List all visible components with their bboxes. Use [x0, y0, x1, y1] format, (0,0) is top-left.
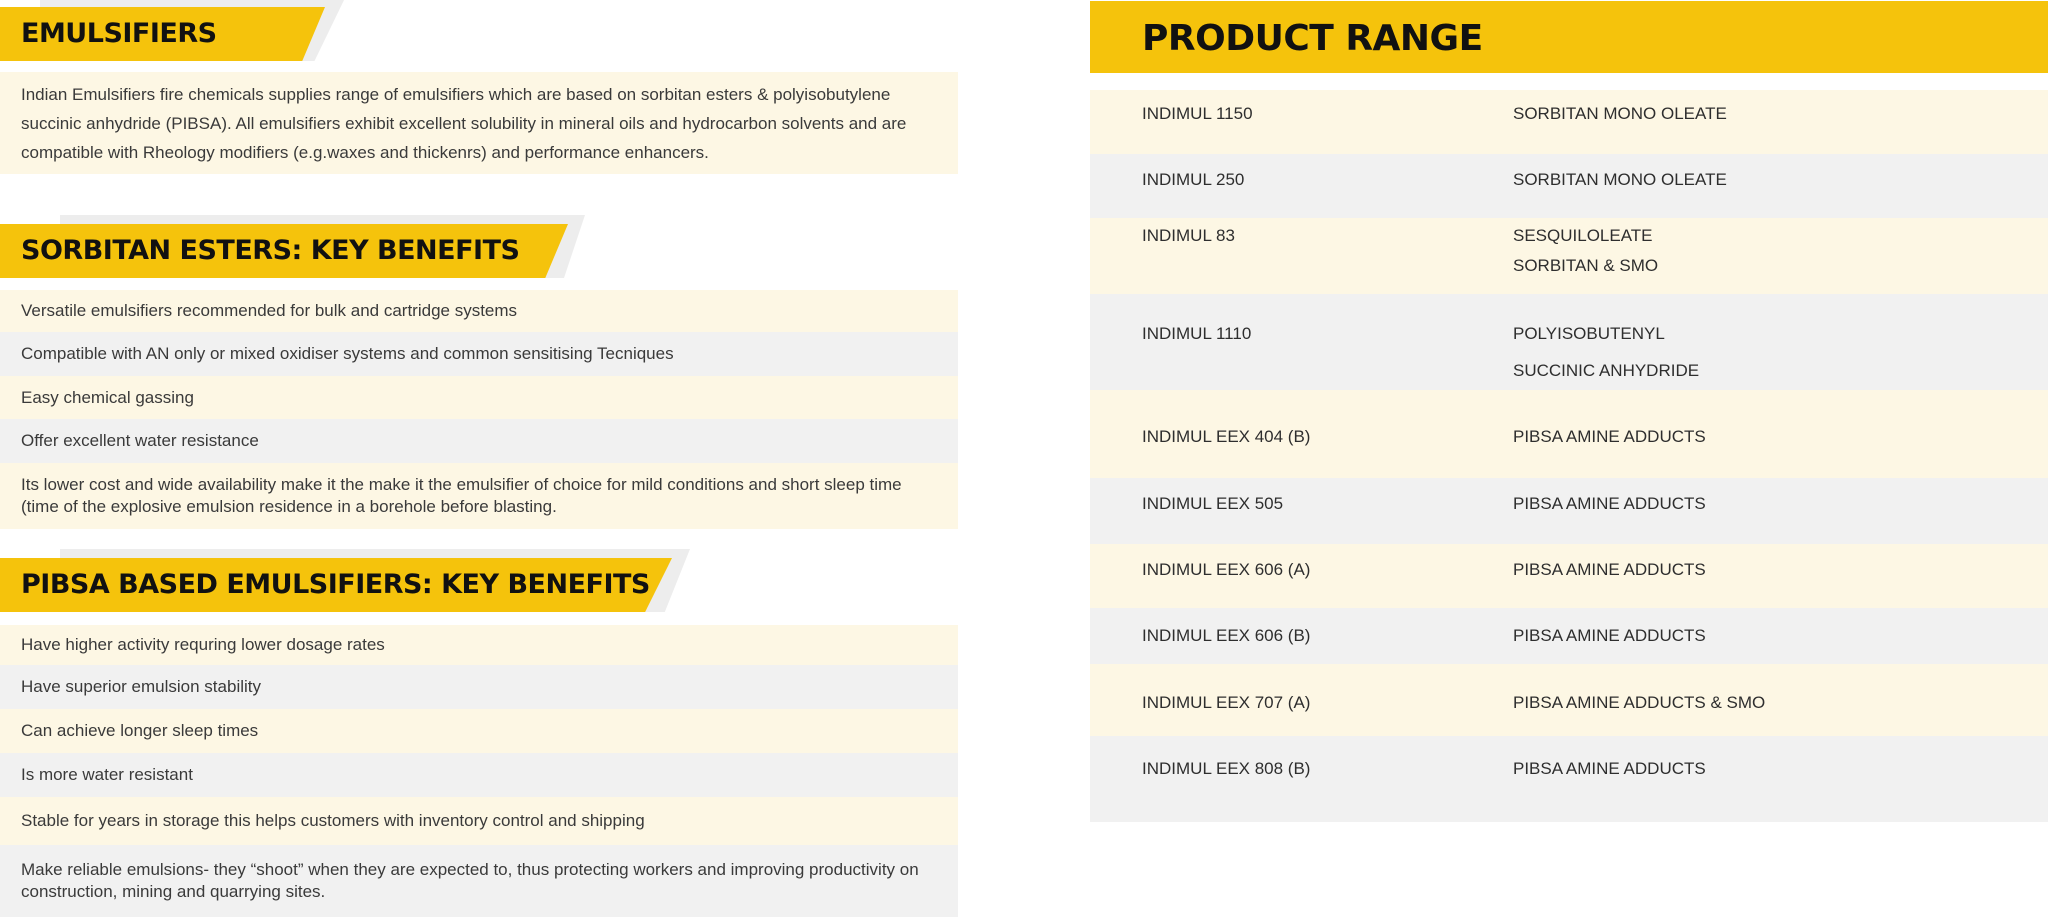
product-description: SORBITAN & SMO: [1513, 256, 1659, 275]
table-row: [1090, 544, 2048, 608]
product-description: SESQUILOLEATE: [1513, 226, 1653, 245]
product-description: SORBITAN MONO OLEATE: [1513, 104, 1727, 123]
product-code: INDIMUL 83: [1142, 226, 1235, 245]
list-item: Its lower cost and wide availability make it the make it the emulsifier of choice for mild conditions and short sleep time (time of the explosive emulsion residence in a borehole before blasting.: [0, 463, 958, 529]
product-description: SUCCINIC ANHYDRIDE: [1513, 361, 1700, 380]
product-code: INDIMUL EEX 707 (A): [1142, 693, 1311, 712]
product-code: INDIMUL 1110: [1142, 324, 1252, 343]
product-code: INDIMUL EEX 606 (B): [1142, 626, 1311, 645]
product-code: INDIMUL 250: [1142, 170, 1245, 189]
product-code: INDIMUL EEX 404 (B): [1142, 427, 1311, 446]
table-row: [1090, 390, 2048, 478]
table-row: [1090, 90, 2048, 154]
list-item: Make reliable emulsions- they “shoot” when they are expected to, thus protecting workers and improving productivity on construction, mining and quarrying sites.: [0, 845, 958, 917]
table-row: [1090, 218, 2048, 294]
product-range-heading: PRODUCT RANGE: [1142, 18, 1483, 59]
table-row: [1090, 608, 2048, 664]
product-range-header: [1090, 1, 2048, 73]
list-item: Can achieve longer sleep times: [0, 709, 958, 753]
product-description: SORBITAN MONO OLEATE: [1513, 170, 1727, 189]
product-description: PIBSA AMINE ADDUCTS: [1513, 494, 1706, 513]
emulsifiers-banner: [0, 7, 345, 61]
list-item: Is more water resistant: [0, 753, 958, 797]
product-description: PIBSA AMINE ADDUCTS: [1513, 759, 1706, 778]
table-row: [1090, 736, 2048, 822]
table-row: [1090, 154, 2048, 218]
product-code: INDIMUL 1150: [1142, 104, 1253, 123]
product-description: PIBSA AMINE ADDUCTS: [1513, 427, 1706, 446]
pibsa-benefits-list: [0, 625, 958, 917]
sorbitan-benefits-list: [0, 290, 958, 529]
product-code: INDIMUL EEX 606 (A): [1142, 560, 1311, 579]
product-description: PIBSA AMINE ADDUCTS & SMO: [1513, 693, 1766, 712]
emulsifiers-intro: Indian Emulsifiers fire chemicals supplies range of emulsifiers which are based on sorbitan esters & polyisobutylene succinic anhydride (PIBSA). All emulsifiers exhibit excellent solubility in mineral oils and hydrocarbon solvents and are compatible with Rheology modifiers (e.g.waxes and thickenrs) and performance enhancers.: [0, 72, 958, 174]
table-row: [1090, 294, 2048, 390]
sorbitan-heading: SORBITAN ESTERS: KEY BENEFITS: [21, 235, 520, 266]
sorbitan-banner: [0, 224, 585, 278]
list-item: Versatile emulsifiers recommended for bulk and cartridge systems: [0, 290, 958, 332]
product-code: INDIMUL EEX 808 (B): [1142, 759, 1311, 778]
list-item: Stable for years in storage this helps customers with inventory control and shipping: [0, 797, 958, 845]
product-code: INDIMUL EEX 505: [1142, 494, 1284, 513]
list-item: Have higher activity requring lower dosage rates: [0, 625, 958, 665]
pibsa-heading: PIBSA BASED EMULSIFIERS: KEY BENEFITS: [21, 569, 650, 600]
product-description: PIBSA AMINE ADDUCTS: [1513, 560, 1706, 579]
table-row: [1090, 664, 2048, 736]
list-item: Compatible with AN only or mixed oxidiser systems and common sensitising Tecniques: [0, 332, 958, 376]
product-description: PIBSA AMINE ADDUCTS: [1513, 626, 1706, 645]
list-item: Have superior emulsion stability: [0, 665, 958, 709]
table-row: [1090, 478, 2048, 544]
emulsifiers-heading: EMULSIFIERS: [21, 18, 217, 49]
list-item: Easy chemical gassing: [0, 376, 958, 419]
list-item: Offer excellent water resistance: [0, 419, 958, 463]
product-description: POLYISOBUTENYL: [1513, 324, 1665, 343]
pibsa-banner: [0, 558, 690, 612]
